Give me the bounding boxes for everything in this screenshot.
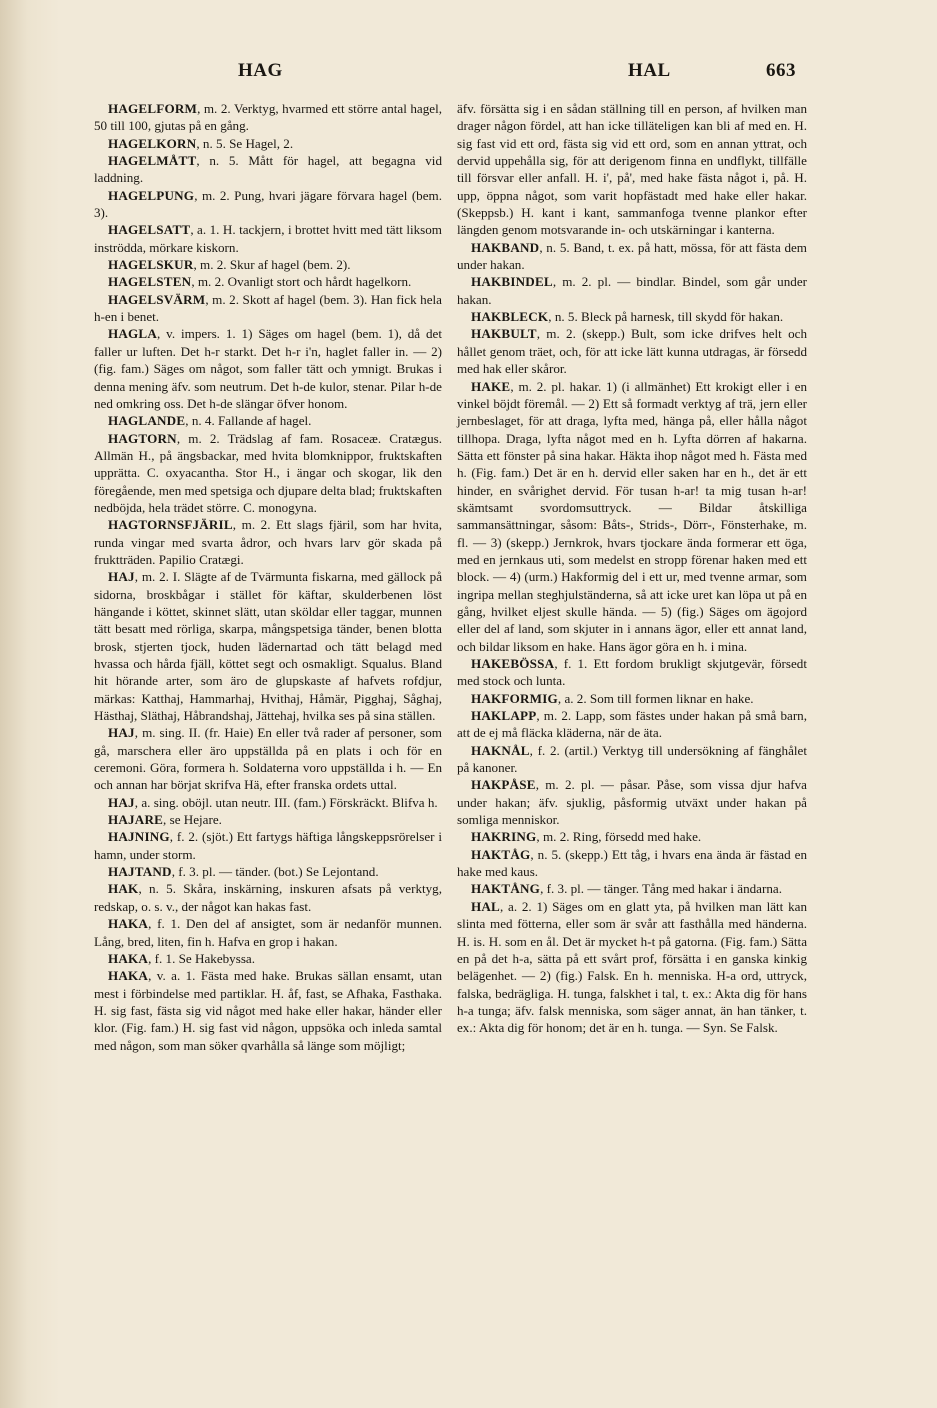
entry-headword: HAGELFORM	[108, 101, 198, 116]
entry-headword: HAGTORN	[108, 430, 177, 446]
entry-definition: , m. 2. pl. — påsar. Påse, som vissa djur hafva under hakan; äfv. sjuklig, påsformig utväxt under hakan på somliga menniskor.	[457, 777, 807, 828]
dictionary-entry	[94, 828, 442, 863]
entry-definition: , n. 5. (skepp.) Ett tåg, i hvars ena ända är fästad en hake med kaus.	[457, 846, 807, 880]
dictionary-entry	[94, 325, 442, 412]
dictionary-entry	[457, 273, 807, 308]
entry-headword: HAKEBÖSSA	[471, 656, 555, 671]
dictionary-entry	[94, 950, 442, 967]
page-header	[0, 60, 937, 90]
entry-definition: , m. 2. Ett slags fjäril, som har hvita, runda vingar med svarta ådror, och hvars larv gör skada på fruktträden. Papilio Cratægi.	[94, 517, 442, 567]
dictionary-entry	[94, 152, 442, 187]
entry-headword: HAKNÅL	[471, 742, 530, 758]
entry-headword: HAGTORNSFJÄRIL	[108, 517, 233, 533]
entry-headword: HAJTAND	[108, 864, 172, 880]
entry-definition: , m. 2. pl. — bindlar. Bindel, som går under hakan.	[457, 274, 807, 307]
dictionary-entry	[457, 378, 807, 656]
entry-headword: HAKA	[108, 916, 149, 932]
left-column	[94, 100, 442, 1054]
entry-headword: HAGELSATT	[108, 222, 191, 238]
dictionary-entry	[94, 915, 442, 950]
entry-definition: , f. 1. Se Hakebyssa.	[148, 950, 256, 966]
entry-definition: , v. impers. 1. 1) Säges om hagel (bem. 1), då det faller ur luften. Det h-r starkt. Det h-r i'n, haglet faller in. — 2) (fig. fam.) Säges om något, som faller tätt och ymnigt. Brukas i denna mening äfv. som neutrum. Det h-de kulor, stenar. Pilar h-de ned omkring oss. Det h-de slängar öfver honom.	[94, 326, 442, 411]
entry-definition: , v. a. 1. Fästa med hake. Brukas sällan ensamt, utan mest i förbindelse med partiklar. H. åf, fast, se Afhaka, Fasthaka. H. sig fast, fästa sig vid något med hake eller hakar, händer eller klor. (Fig. fam.) H. sig fast vid någon, uppsöka och inleda samtal med någon, som man söker qvarhålla så länge som möjligt;	[94, 968, 442, 1053]
dictionary-entry	[94, 412, 442, 429]
entry-headword: HAKA	[108, 950, 149, 966]
dictionary-entry	[94, 291, 442, 326]
entry-headword: HAGELSKUR	[108, 257, 194, 273]
entry-headword: HAKPÅSE	[471, 777, 536, 793]
dictionary-entry	[94, 221, 442, 256]
dictionary-entry	[94, 516, 442, 568]
entry-headword: HAJ	[108, 725, 135, 741]
entry-definition: äfv. försätta sig i en sådan ställning till en person, af hvilken man drager någon fördel, att han icke tilläteligen kan bli af med en. H. sig fast vid ett ord, fästa sig vid ett ord, som en annan yttrat, och dervid uppehålla sig, för att derigenom finna en undflykt, tillfälle till försvar eller anfall. H. i', på', med hake fästa något i, på. H. upp, öppna något, som varit hopfästadt med hake eller hakar. (Skeppsb.) H. kant i kant, sammanfoga tvenne plankor efter längden genom motsvarande in- och utskärningar i kanterna.	[457, 101, 807, 238]
entry-headword: HAJNING	[108, 829, 170, 845]
dictionary-entry	[457, 690, 807, 707]
dictionary-entry	[457, 707, 807, 742]
entry-headword: HAGELPUNG	[108, 187, 195, 203]
dictionary-entry	[94, 724, 442, 793]
entry-headword: HAGELMÅTT	[108, 153, 197, 169]
page-number: 663	[766, 60, 796, 81]
entry-definition: , m. 2. Lapp, som fästes under hakan på små barn, att de ej må fläcka kläderna, när de äta.	[457, 708, 807, 741]
entry-headword: HAKRING	[471, 829, 537, 845]
dictionary-entry	[94, 273, 442, 290]
entry-headword: HAGLANDE	[108, 413, 186, 429]
dictionary-entry	[94, 100, 442, 135]
entry-definition: , f. 1. Ett fordom brukligt skjutgevär, försedt med stock och lunta.	[457, 656, 807, 689]
dictionary-entry	[94, 794, 442, 811]
entry-headword: HAKA	[108, 968, 149, 984]
entry-headword: HAKTÅG	[471, 846, 531, 862]
entry-definition: , n. 4. Fallande af hagel.	[185, 413, 312, 429]
entry-definition: , m. 2. Skott af hagel (bem. 3). Han fick hela h-en i benet.	[94, 291, 442, 325]
dictionary-entry	[94, 568, 442, 724]
entry-definition: , m. sing. II. (fr. Haie) En eller två rader af personer, som gå, marschera eller äro uppställda på en plats i och för en ceremoni. Göra, formera h. Soldaterna voro uppställda i h. — En och annan har börjat skrifva Hä, efter franska ordets uttal.	[94, 725, 442, 793]
dictionary-entry	[94, 863, 442, 880]
entry-definition: , a. 2. Som till formen liknar en hake.	[557, 690, 754, 706]
entry-definition: , n. 5. Mått för hagel, att begagna vid laddning.	[94, 153, 442, 186]
entry-headword: HAKBLECK	[471, 309, 549, 325]
dictionary-entry	[94, 187, 442, 222]
entry-definition: , f. 3. pl. — tänder. (bot.) Se Lejontand.	[171, 864, 379, 880]
dictionary-entry	[457, 325, 807, 377]
dictionary-entry	[457, 655, 807, 690]
dictionary-entry	[457, 100, 807, 239]
dictionary-entry	[457, 898, 807, 1037]
dictionary-entry	[457, 828, 807, 845]
entry-definition: , m. 2. Skur af hagel (bem. 2).	[193, 257, 351, 273]
entry-headword: HAKBAND	[471, 239, 540, 255]
entry-definition: , m. 2. Trädslag af fam. Rosaceæ. Cratægus. Allmän H., på ängsbackar, med hvita blomknippor, fruktskaften upprätta. C. oxyacantha. Stor H., i ängar och skogar, lik den föregående, men med spetsiga och djupare delta blad; fruktskaften nedböjda, hela trädet större. C. monogyna.	[94, 430, 442, 515]
entry-definition: , n. 5. Se Hagel, 2.	[196, 135, 294, 151]
entry-headword: HAL	[471, 898, 500, 914]
dictionary-entry	[457, 776, 807, 828]
entry-definition: , m. 2. pl. hakar. 1) (i allmänhet) Ett krokigt eller i en vinkel böjdt föremål. — 2) Ett så formadt verktyg af trä, jern eller jernbeslaget, för att draga, lyfta med, hänga på, eller hålla något tillhopa. Draga, lyfta något med en h. Lyfta dörren af hakarna. Sätta ett fönster på sina hakar. Häkta ihop något med h. Fästa med h. (Fig. fam.) Det är en h. dervid eller saken har en h., det är ett hinder, en svårighet dervid. För tusan h-ar! ta mig tusan h-ar! skämtsamt svordomsuttryck. — Bildar åtskilliga sammansättningar, såsom: Båts-, Strids-, Dörr-, Fönsterhake, m. fl. — 3) (skepp.) Jernkrok, hvars tjockare ända formerar ett öga, med en jernkaus uti, som medelst en stropp förenar haken med ett block. — 4) (urm.) Hakformig del i ett ur, med tvenne armar, som ingripa mellan steghjulständerna, så att icke uret kan löpa ut på en gång, hvilket eljest skulle hända. — 5) (fig.) Säges om ägojord eller del af land, som skjuter in i annans ägor, eller ett annat land, och bildar liksom en hake. Hans ägor göra en h. i mina.	[457, 378, 807, 654]
dictionary-entry	[94, 135, 442, 152]
dictionary-entry	[457, 880, 807, 897]
entry-definition: , m. 2. Ring, försedd med hake.	[536, 829, 702, 845]
entry-definition: , se Hejare.	[163, 812, 222, 828]
entry-definition: , m. 2. Verktyg, hvarmed ett större antal hagel, 50 till 100, gjutas på en gång.	[94, 101, 442, 134]
entry-headword: HAJ	[108, 569, 135, 585]
entry-definition: , a. 2. 1) Säges om en glatt yta, på hvilken man lätt kan slinta med fötterna, eller som är svår att fasthålla med händerna. H. is. H. som en ål. Det är mycket h-t på gatorna. (Fig. fam.) Sätta en på det h-a, sätta på ett svårt prof, försätta i en ganska kinkig belägenhet. — 2) (fig.) Falsk. En h. menniska. H-a ord, uttryck, falska, bedrägliga. H. tunga, falskhet i tal, t. ex.: Akta dig för hans h-a tunga; äfv. falsk menniska, som säger annat, än han tänker, t. ex.: Akta dig för honom; det är en h. tunga. — Syn. Se Falsk.	[457, 898, 807, 1036]
entry-headword: HAKE	[471, 378, 511, 394]
entry-definition: , n. 5. Band, t. ex. på hatt, mössa, för att fästa dem under hakan.	[457, 239, 807, 273]
entry-headword: HAKLAPP	[471, 708, 537, 724]
dictionary-entry	[94, 256, 442, 273]
entry-definition: , m. 2. Pung, hvari jägare förvara hagel (bem. 3).	[94, 187, 442, 221]
entry-headword: HAK	[108, 881, 139, 897]
entry-headword: HAGELKORN	[108, 135, 197, 151]
entry-definition: , f. 2. (sjöt.) Ett fartygs häftiga långskeppsrörelser i hamn, under storm.	[94, 829, 442, 862]
left-guide-word: HAG	[238, 60, 283, 81]
dictionary-entry	[94, 880, 442, 915]
dictionary-entry	[94, 967, 442, 1054]
entry-headword: HAGELSTEN	[108, 274, 192, 290]
dictionary-entry	[457, 239, 807, 274]
entry-definition: , m. 2. Ovanligt stort och hårdt hagelkorn.	[191, 274, 412, 290]
entry-headword: HAKBINDEL	[471, 274, 553, 290]
entry-definition: , m. 2. (skepp.) Bult, som icke drifves helt och hållet genom träet, och, för att icke lätt kunna utdragas, är försedd med hak eller skåror.	[457, 326, 807, 377]
right-guide-word: HAL	[628, 60, 671, 81]
dictionary-entry	[457, 308, 807, 325]
dictionary-entry	[457, 846, 807, 881]
entry-definition: , m. 2. I. Slägte af de Tvärmunta fiskarna, med gällock på sidorna, broskbågar i stället för käftar, skulderbenen löst hängande i köttet, skinnet slätt, utan sköldar eller taggar, munnen tätt besatt med rörliga, skarpa, mångspetsiga tänder, benen blotta brosk, stjerten tjock, huden lädernartad och tätt belagd med hvassa och hårda fjäll, köttet segt och osmakligt. Squalus. Bland hit hörande arter, som äro de glupskaste af hafvets rofdjur, märkas: Katthaj, Hammarhaj, Hvithaj, Håmär, Pigghaj, Såghaj, Hästhaj, Släthaj, Håbrandshaj, Jättehaj, hvilka ses på sina ställen.	[94, 569, 442, 724]
entry-headword: HAGELSVÄRM	[108, 291, 206, 307]
entry-headword: HAKBULT	[471, 326, 537, 342]
entry-definition: , f. 1. Den del af ansigtet, som är nedanför munnen. Lång, bred, liten, fin h. Hafva en grop i hakan.	[94, 916, 442, 949]
entry-headword: HAGLA	[108, 326, 158, 342]
entry-definition: , a. sing. oböjl. utan neutr. III. (fam.) Förskräckt. Blifva h.	[134, 794, 438, 810]
dictionary-entry	[94, 430, 442, 517]
entry-definition: , f. 2. (artil.) Verktyg till undersökning af fänghålet på kanoner.	[457, 742, 807, 776]
entry-headword: HAKFORMIG	[471, 690, 558, 706]
entry-definition: , a. 1. H. tackjern, i brottet hvitt med tätt liksom inströdda, mörkare kiskorn.	[94, 222, 442, 255]
dictionary-entry	[94, 811, 442, 828]
entry-definition: , f. 3. pl. — tänger. Tång med hakar i ändarna.	[540, 881, 782, 897]
dictionary-entry	[457, 742, 807, 777]
entry-headword: HAKTÅNG	[471, 881, 541, 897]
entry-headword: HAJARE	[108, 812, 164, 828]
entry-headword: HAJ	[108, 794, 135, 810]
entry-definition: , n. 5. Bleck på harnesk, till skydd för hakan.	[548, 309, 784, 325]
entry-definition: , n. 5. Skåra, inskärning, inskuren afsats på verktyg, redskap, o. s. v., der något kan hakas fast.	[94, 881, 442, 914]
right-column	[457, 100, 807, 1037]
